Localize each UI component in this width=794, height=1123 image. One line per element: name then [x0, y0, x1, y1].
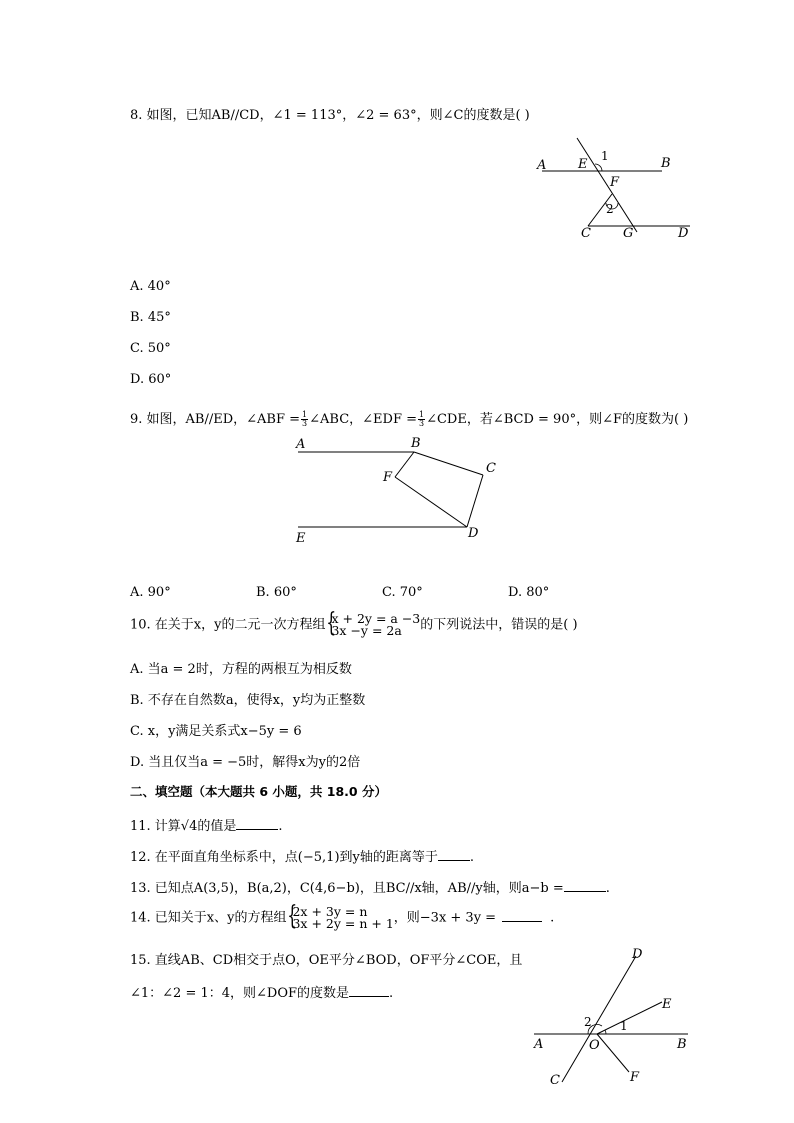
- label-c: C: [486, 461, 496, 476]
- equation-2: 3x −y = 2a: [331, 623, 402, 638]
- equation-1: { 2x + 3y = n: [292, 904, 368, 919]
- q8-option-c: C. 50°: [130, 341, 171, 356]
- q8-stem: 8. 如图，已知AB//CD，∠1 = 113°，∠2 = 63°，则∠C的度数是( ): [130, 108, 530, 123]
- answer-blank[interactable]: [438, 849, 470, 861]
- q14-stem: 14. 已知关于x、y的方程组 { 2x + 3y = n 3x + 2y = n + 1 ，则−3x + 3y = .: [130, 906, 554, 930]
- label-f: F: [610, 175, 620, 190]
- q9-stem-b: ∠ABC，∠EDF =: [309, 412, 417, 427]
- segment-fd: [395, 477, 467, 527]
- q10-option-a: A. 当a = 2时，方程的两根互为相反数: [130, 662, 352, 677]
- segment-bc: [414, 452, 483, 475]
- fraction-one-third: $\frac{1}{3}$: [302, 410, 308, 428]
- q9-option-a: A. 90°: [130, 585, 171, 600]
- q8-option-d: D. 60°: [130, 372, 172, 387]
- q11-stem: 11. 计算√4的值是 .: [130, 819, 283, 834]
- label-a: A: [296, 437, 306, 452]
- label-c: C: [550, 1073, 560, 1088]
- q12-stem: 12. 在平面直角坐标系中，点(−5,1)到y轴的距离等于 .: [130, 850, 475, 865]
- q9-stem: [130, 408, 688, 428]
- q10-option-d: D. 当且仅当a = −5时，解得x为y的2倍: [130, 755, 361, 770]
- label-e: E: [662, 997, 672, 1012]
- label-e: E: [296, 531, 306, 546]
- q15-figure: [528, 942, 698, 1090]
- ray-oe: [597, 1002, 662, 1034]
- q9-option-d: D. 80°: [508, 585, 550, 600]
- answer-blank[interactable]: [564, 880, 606, 892]
- label-b: B: [661, 156, 671, 171]
- q15-line2: ∠1：∠2 = 1：4，则∠DOF的度数是 .: [130, 986, 394, 1001]
- label-b: B: [677, 1037, 687, 1052]
- label-angle1: 1: [601, 149, 609, 163]
- q9-figure: [290, 434, 510, 549]
- label-angle2: 2: [606, 202, 614, 216]
- q10-stem-a: 10. 在关于x，y的二元一次方程组: [130, 617, 326, 633]
- segment-cd: [467, 475, 483, 527]
- answer-blank[interactable]: [236, 818, 278, 830]
- answer-blank[interactable]: [349, 985, 389, 997]
- q9-option-c: C. 70°: [382, 585, 423, 600]
- angle1-arc: [605, 1030, 606, 1034]
- label-a: A: [537, 158, 547, 173]
- label-o: O: [589, 1038, 600, 1053]
- label-d: D: [632, 947, 643, 962]
- equation-1: { x + 2y = a −3: [331, 611, 421, 626]
- answer-blank[interactable]: [502, 910, 542, 922]
- q10-stem: [130, 613, 578, 637]
- section-title: 二、填空题（本大题共 6 小题，共 18.0 分）: [130, 784, 387, 799]
- q9-stem-c: ∠CDE，若∠BCD = 90°，则∠F的度数为( ): [426, 412, 689, 427]
- label-c: C: [581, 226, 591, 241]
- segment-bf: [395, 452, 414, 477]
- label-a: A: [534, 1037, 544, 1052]
- label-g: G: [623, 226, 634, 241]
- label-angle2: 2: [584, 1015, 592, 1029]
- q13-stem: 13. 已知点A(3,5)，B(a,2)，C(4,6−b)，且BC//x轴，AB//y轴，则a−b = .: [130, 881, 610, 896]
- q8-option-b: B. 45°: [130, 310, 171, 325]
- q10-stem-b: 的下列说法中，错误的是( ): [420, 617, 578, 633]
- fraction-one-third: $\frac{1}{3}$: [419, 410, 425, 428]
- equation-2: 3x + 2y = n + 1: [292, 916, 394, 931]
- label-f: F: [383, 470, 393, 485]
- label-d: D: [468, 526, 479, 541]
- q8-option-a: A. 40°: [130, 279, 171, 294]
- q15-line1: 15. 直线AB、CD相交于点O，OE平分∠BOD，OF平分∠COE，且: [130, 953, 523, 968]
- label-angle1: 1: [620, 1019, 628, 1033]
- q9-stem-a: 9. 如图，AB//ED，∠ABF =: [130, 412, 301, 427]
- label-f: F: [630, 1070, 640, 1085]
- q10-option-b: B. 不存在自然数a，使得x，y均为正整数: [130, 693, 366, 708]
- ray-of: [597, 1034, 629, 1072]
- q9-option-b: B. 60°: [256, 585, 297, 600]
- label-d: D: [678, 226, 689, 241]
- label-e: E: [578, 157, 588, 172]
- equation-system: [286, 906, 393, 930]
- q8-figure: [530, 132, 700, 247]
- q10-option-c: C. x，y满足关系式x−5y = 6: [130, 724, 302, 739]
- equation-system: [325, 613, 420, 637]
- label-b: B: [411, 436, 421, 451]
